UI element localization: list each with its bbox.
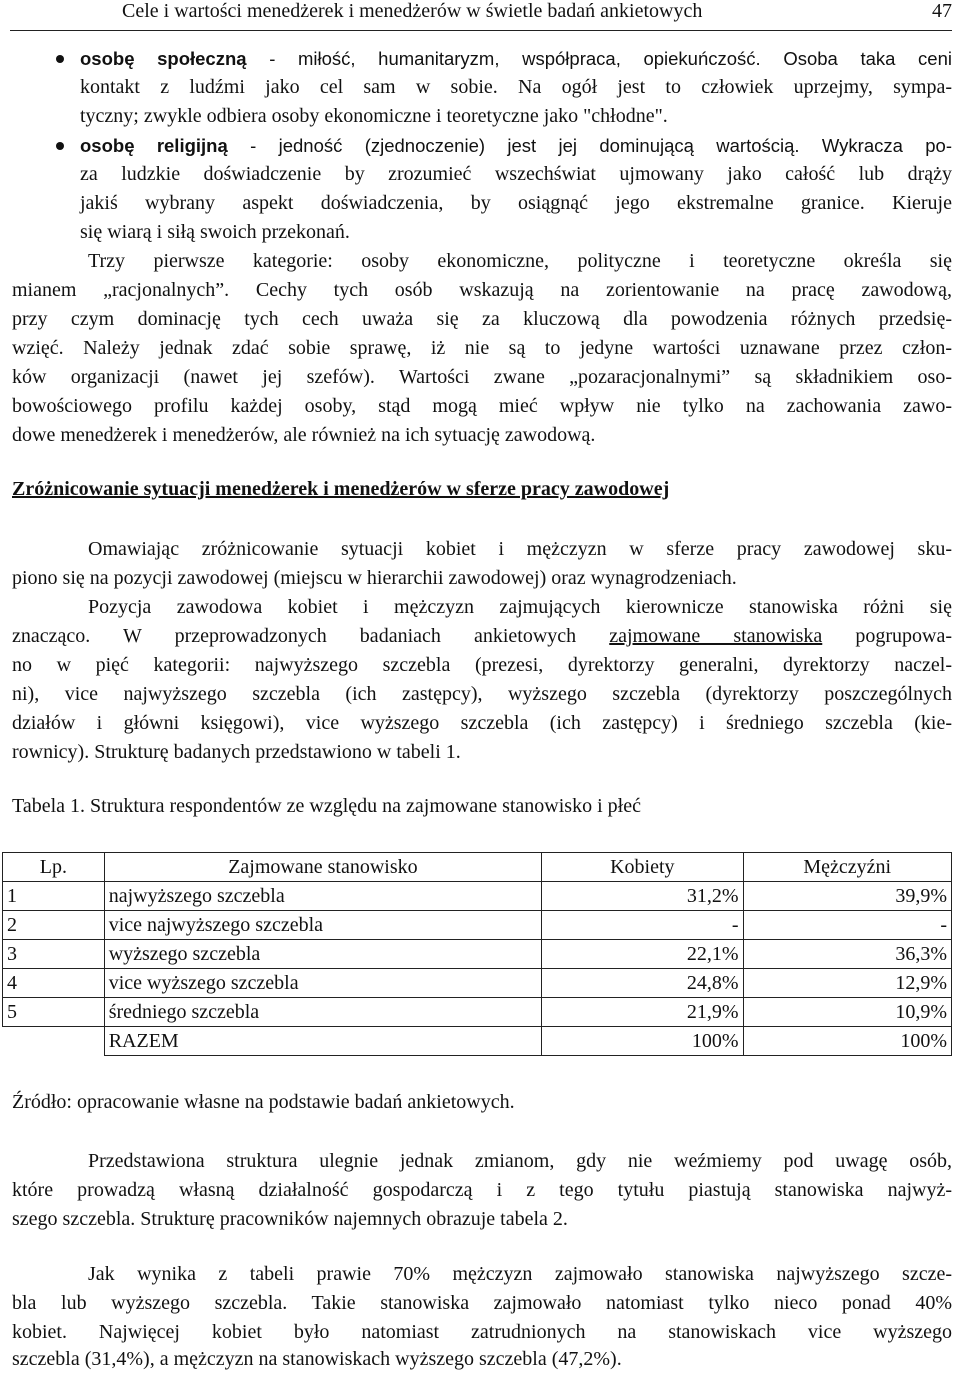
cell-position: średniego szczebla [104, 998, 541, 1027]
bullet-religious-line-4: się wiarą i siłą swoich przekonań. [80, 221, 350, 243]
cell-position: wyższego szczebla [104, 940, 541, 969]
table-header-row [3, 853, 952, 882]
paragraph-line [12, 622, 952, 651]
cell-position: vice wyższego szczebla [104, 969, 541, 998]
cell-men: 36,3% [743, 940, 951, 969]
cell-lp: 2 [3, 911, 105, 940]
text-span: - miłość, humanitaryzm, współpraca, opiekuńczość. Osoba taka ceni [246, 48, 952, 69]
paragraph-line: szczebla (31,4%), a mężczyzn na stanowiskach wyższego szczebla (47,2%). [12, 1348, 622, 1370]
paragraph-line: działów i główni księgowi), vice wyższego szczebla (ich zastępcy) i średniego szczebla (kie- [12, 712, 952, 734]
cell-women: - [542, 911, 743, 940]
paragraph-line: no w pięć kategorii: najwyższego szczebla (prezesi, dyrektorzy generalni, dyrektorzy naczel- [12, 654, 952, 676]
cell-men: - [743, 911, 951, 940]
paragraph-line: dowe menedżerek i menedżerów, ale również na ich sytuację zawodową. [12, 424, 596, 446]
bullet-social-term: osobę społeczną [80, 48, 247, 69]
page-number: 47 [932, 0, 952, 22]
paragraph-line: wzięć. Należy jednak zdać sobie sprawę, iż nie są to jedyne wartości uznawane przez człon- [12, 337, 952, 359]
paragraph-line: rownicy). Strukturę badanych przedstawiono w tabeli 1. [12, 741, 461, 763]
cell-lp: 3 [3, 940, 105, 969]
table-row [3, 940, 952, 969]
header-cell: Lp. [3, 853, 105, 882]
paragraph-line: piono się na pozycji zawodowej (miejscu w hierarchii zawodowej) oraz wynagrodzeniach. [12, 567, 737, 589]
header-cell: Mężczyźni [743, 853, 951, 882]
cell-men: 39,9% [743, 882, 951, 911]
paragraph-line: szego szczebla. Strukturę pracowników najemnych obrazuje tabela 2. [12, 1208, 568, 1230]
table-caption: Tabela 1. Struktura respondentów ze względu na zajmowane stanowisko i płeć [12, 795, 641, 817]
paragraph-line: kobiet. Najwięcej kobiet było natomiast zatrudnionych na stanowiskach vice wyższego [12, 1321, 952, 1343]
bullet-religious-line-2: za ludzkie doświadczenie by zrozumieć wszechświat ujmowany jako całość lub drąży [80, 163, 952, 185]
paragraph-line: ni), vice najwyższego szczebla (ich zastępcy), wyższego szczebla (dyrektorzy poszczególnych [12, 683, 952, 705]
text-span: - jedność (zjednoczenie) jest jej dominującą wartością. Wykracza po- [227, 135, 952, 156]
cell-men: 10,9% [743, 998, 951, 1027]
paragraph-line: Pozycja zawodowa kobiet i mężczyzn zajmujących kierownicze stanowiska różni się [88, 596, 952, 618]
cell-total-men: 100% [743, 1027, 951, 1056]
paragraph-line: Jak wynika z tabeli prawie 70% mężczyzn zajmowało stanowiska najwyższego szcze- [88, 1263, 952, 1285]
table-row [3, 969, 952, 998]
paragraph-line: bla lub wyższego szczebla. Takie stanowiska zajmowało natomiast tylko nieco ponad 40% [12, 1292, 952, 1314]
underlined-term: zajmowane stanowiska [609, 625, 823, 647]
cell-position: najwyższego szczebla [104, 882, 541, 911]
text-span: znacząco. W przeprowadzonych badaniach ankietowych [12, 625, 610, 647]
bullet-social-line-3: tyczny; zwykle odbiera osoby ekonomiczne i teoretyczne jako "chłodne". [80, 105, 668, 127]
bullet-dot [56, 142, 64, 150]
cell-women: 24,8% [542, 969, 743, 998]
cell-position: vice najwyższego szczebla [104, 911, 541, 940]
cell-lp: 4 [3, 969, 105, 998]
header-title: Cele i wartości menedżerek i menedżerów w świetle badań ankietowych [122, 0, 703, 22]
running-header [10, 0, 952, 31]
cell-women: 31,2% [542, 882, 743, 911]
bullet-social-line-2: kontakt z ludźmi jako cel sam w sobie. Na ogół jest to człowiek uprzejmy, sympa- [80, 76, 952, 98]
paragraph-line: które prowadzą własną działalność gospodarczą i z tego tytułu piastują stanowiska najwyż- [12, 1179, 952, 1201]
empty-cell [3, 1027, 105, 1056]
respondents-table [2, 852, 952, 1056]
table-total-row [3, 1027, 952, 1056]
bullet-religious-line-1 [80, 131, 952, 160]
paragraph-line: przy czym dominację tych cech uważa się za kluczową dla powodzenia różnych przedsię- [12, 308, 952, 330]
cell-lp: 5 [3, 998, 105, 1027]
bullet-dot [56, 55, 64, 63]
paragraph-line: bowościowego profilu każdej osoby, stąd mogą mieć wpływ nie tylko na zachowania zawo- [12, 395, 952, 417]
cell-total-women: 100% [542, 1027, 743, 1056]
cell-women: 21,9% [542, 998, 743, 1027]
paragraph-line: Przedstawiona struktura ulegnie jednak zmianom, gdy nie weźmiemy pod uwagę osób, [88, 1150, 952, 1172]
bullet-religious-line-3: jakiś wybrany aspekt doświadczenia, by osiągnąć jego ekstremalne granice. Kieruje [80, 192, 952, 214]
paragraph-line: mianem „racjonalnych”. Cechy tych osób wskazują na zorientowanie na pracę zawodową, [12, 279, 952, 301]
cell-lp: 1 [3, 882, 105, 911]
cell-women: 22,1% [542, 940, 743, 969]
text-span: pogrupowa- [822, 625, 952, 647]
header-cell: Kobiety [542, 853, 743, 882]
table-row [3, 911, 952, 940]
table-row [3, 998, 952, 1027]
cell-total-label: RAZEM [104, 1027, 541, 1056]
table-row [3, 882, 952, 911]
cell-men: 12,9% [743, 969, 951, 998]
paragraph-line: ków organizacji (nawet jej szefów). Wartości zwane „pozaracjonalnymi” są składnikiem oso- [12, 366, 952, 388]
table-source: Źródło: opracowanie własne na podstawie badań ankietowych. [12, 1091, 515, 1113]
bullet-social-line-1 [80, 44, 952, 73]
header-cell: Zajmowane stanowisko [104, 853, 541, 882]
paragraph-line: Trzy pierwsze kategorie: osoby ekonomiczne, polityczne i teoretyczne określa się [88, 250, 952, 272]
bullet-religious-term: osobę religijną [80, 135, 228, 156]
paragraph-line: Omawiając zróżnicowanie sytuacji kobiet i mężczyzn w sferze pracy zawodowej sku- [88, 538, 952, 560]
section-heading: Zróżnicowanie sytuacji menedżerek i menedżerów w sferze pracy zawodowej [12, 478, 670, 500]
